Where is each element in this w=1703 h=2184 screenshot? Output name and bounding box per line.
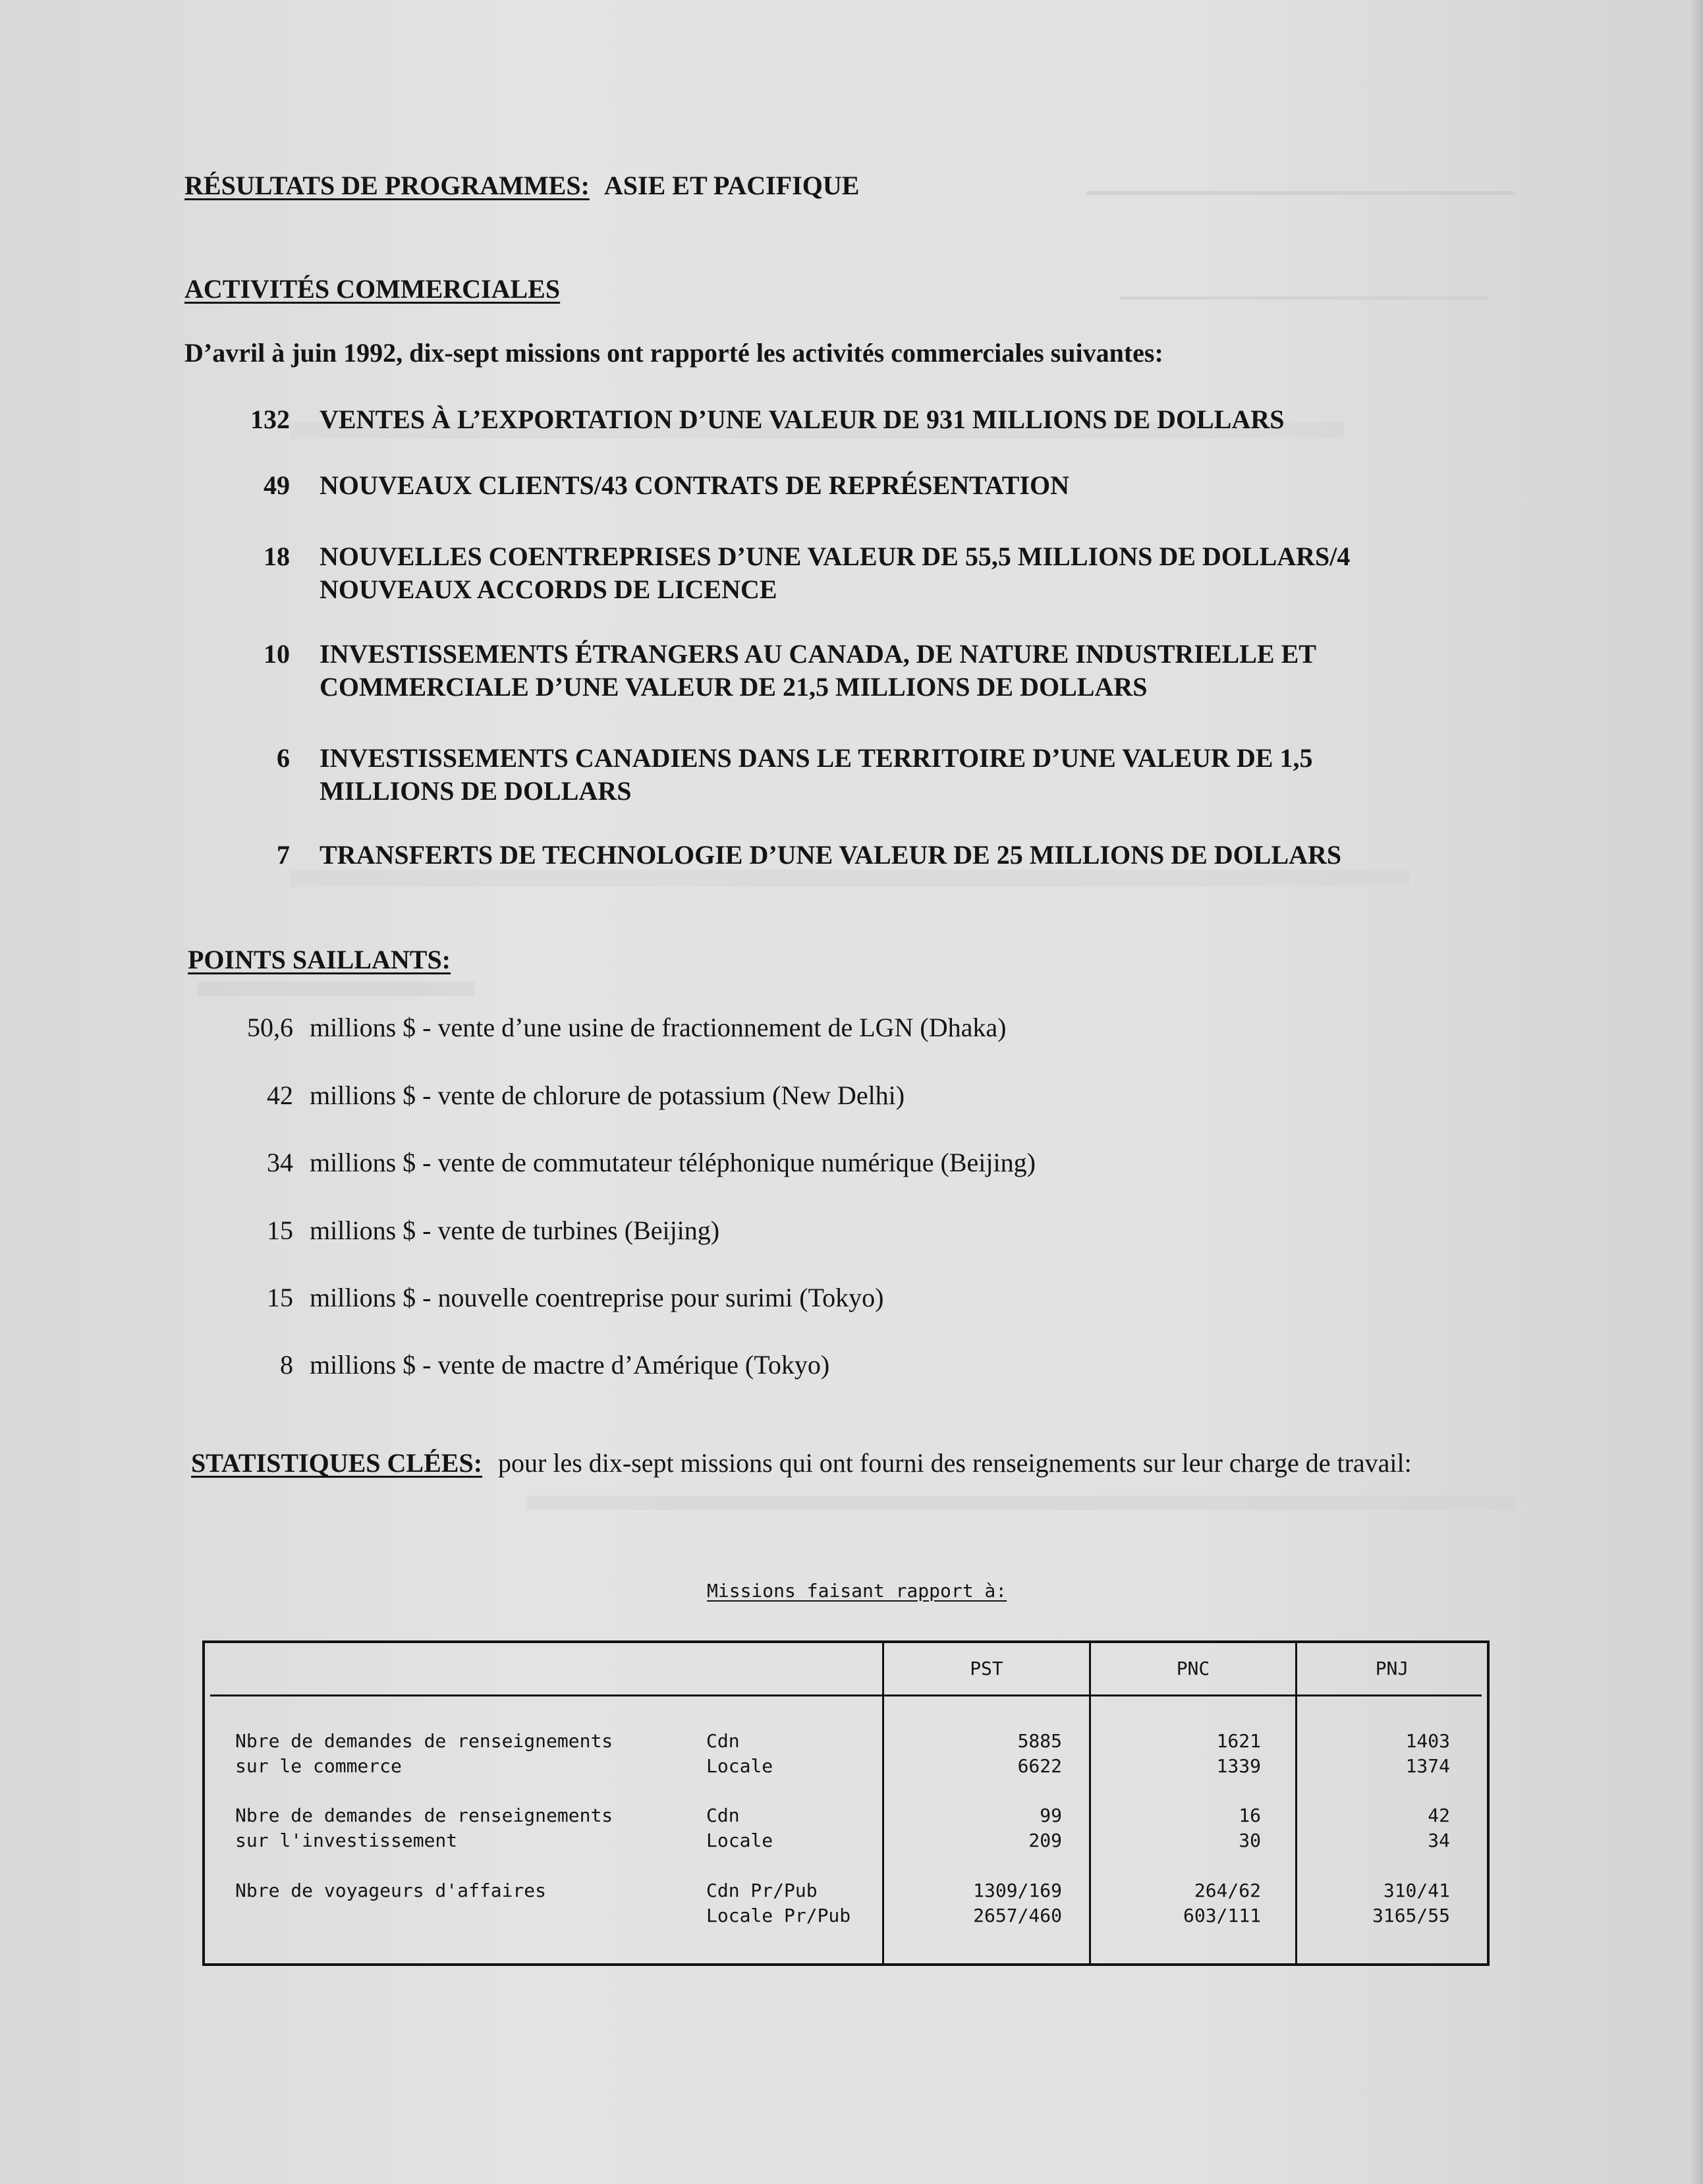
key-stats [191,1447,1489,1480]
highlight-amount: 34 [267,1148,293,1177]
activity-count: 7 [277,840,290,870]
highlight-amount: 15 [267,1283,293,1312]
activity-item [224,839,1430,872]
highlight-unit: millions $ [310,1283,416,1312]
show-through-line [1120,270,1489,300]
pst-value: 6622 [1017,1755,1062,1777]
activity-text: TRANSFERTS DE TECHNOLOGIE D’UNE VALEUR DE 25 MILLIONS DE DOLLARS [320,840,1342,870]
row-sublabel: Cdn [706,1805,740,1826]
pnc-value: 603/111 [1183,1905,1261,1926]
pnc-value: 264/62 [1194,1880,1261,1901]
highlight-item [217,1214,1403,1247]
highlight-text: - vente de commutateur téléphonique numérique (Beijing) [416,1148,1036,1177]
highlight-unit: millions $ [310,1013,416,1042]
show-through-line [1087,165,1515,195]
activity-count: 10 [264,639,290,669]
program-title-label: RÉSULTATS DE PROGRAMMES: [184,171,590,200]
program-title-region: ASIE ET PACIFIQUE [603,171,860,200]
pnj-value: 1403 [1405,1730,1450,1752]
row-label: sur le commerce [235,1755,402,1777]
pst-value: 5885 [1017,1730,1062,1752]
key-stats-label: STATISTIQUES CLÉES: [191,1448,483,1478]
activity-item [224,638,1430,704]
activity-count: 49 [264,470,290,500]
column-header-pnj: PNJ [1375,1658,1409,1679]
activity-text: NOUVEAUX CLIENTS/43 CONTRATS DE REPRÉSENTATION [320,470,1069,500]
pnj-value: 34 [1428,1830,1450,1851]
commercial-heading: ACTIVITÉS COMMERCIALES [184,274,561,304]
activity-item [224,540,1430,606]
column-header-pst: PST [970,1658,1003,1679]
row-label: Nbre de voyageurs d'affaires [235,1880,547,1901]
pnc-value: 1621 [1216,1730,1261,1752]
highlight-text: - vente de turbines (Beijing) [416,1216,720,1245]
activity-count: 18 [264,542,290,571]
activity-text: NOUVELLES COENTREPRISES D’UNE VALEUR DE 55,5 MILLIONS DE DOLLARS/4 NOUVEAUX ACCORDS DE LICENCE [320,542,1351,604]
activity-item [224,403,1430,436]
key-stats-text: pour les dix-sept missions qui ont fourni des renseignements sur leur charge de travail: [498,1448,1412,1478]
highlight-item [217,1011,1403,1044]
row-label: Nbre de demandes de renseignements [235,1730,613,1752]
row-sublabel: Cdn [706,1730,740,1752]
show-through-line [290,870,1410,887]
highlight-item [217,1349,1403,1382]
highlight-item [217,1146,1403,1179]
pst-value: 2657/460 [973,1905,1062,1926]
activity-item [224,469,1430,502]
pnc-value: 1339 [1216,1755,1261,1777]
highlight-amount: 15 [267,1216,293,1245]
program-title [184,170,859,201]
highlight-text: - nouvelle coentreprise pour surimi (Tokyo) [416,1283,884,1312]
highlight-unit: millions $ [310,1080,416,1110]
highlight-text: - vente d’une usine de fractionnement de LGN (Dhaka) [416,1013,1007,1042]
highlight-unit: millions $ [310,1350,416,1380]
activity-text: INVESTISSEMENTS CANADIENS DANS LE TERRITOIRE D’UNE VALEUR DE 1,5 MILLIONS DE DOLLARS [320,743,1313,806]
row-sublabel: Locale [706,1755,773,1777]
highlights-heading: POINTS SAILLANTS: [188,945,451,974]
page-edge-shadow [1689,0,1703,2184]
pst-value: 99 [1040,1805,1062,1826]
pst-value: 209 [1028,1830,1062,1851]
header-divider [210,1694,1482,1696]
row-sublabel: Locale [706,1830,773,1851]
pnj-value: 42 [1428,1805,1450,1826]
highlight-text: - vente de chlorure de potassium (New Delhi) [416,1080,905,1110]
highlight-unit: millions $ [310,1216,416,1245]
highlight-unit: millions $ [310,1148,416,1177]
column-header-pnc: PNC [1176,1658,1210,1679]
activity-count: 132 [250,405,290,434]
pnj-value: 3165/55 [1372,1905,1450,1926]
highlight-amount: 8 [280,1350,293,1380]
pnj-value: 1374 [1405,1755,1450,1777]
activity-count: 6 [277,743,290,773]
show-through-line [198,982,474,996]
row-sublabel: Cdn Pr/Pub [706,1880,818,1901]
pnc-value: 30 [1239,1830,1261,1851]
activity-text: INVESTISSEMENTS ÉTRANGERS AU CANADA, DE NATURE INDUSTRIELLE ET COMMERCIALE D’UNE VALEUR DE 21,5 MILLIONS DE DOLLARS [320,639,1316,702]
activity-item [224,742,1430,808]
table-title: Missions faisant rapport à: [707,1580,1007,1602]
highlight-amount: 50,6 [247,1013,293,1042]
pnj-value: 310/41 [1383,1880,1450,1901]
pst-value: 1309/169 [973,1880,1062,1901]
highlight-text: - vente de mactre d’Amérique (Tokyo) [416,1350,830,1380]
show-through-line [527,1496,1515,1510]
highlight-amount: 42 [267,1080,293,1110]
activity-text: VENTES À L’EXPORTATION D’UNE VALEUR DE 931 MILLIONS DE DOLLARS [320,405,1285,434]
row-sublabel: Locale Pr/Pub [706,1905,851,1926]
row-label: sur l'investissement [235,1830,458,1851]
highlight-item [217,1281,1403,1314]
row-label: Nbre de demandes de renseignements [235,1805,613,1826]
pnc-value: 16 [1239,1805,1261,1826]
highlight-item [217,1079,1403,1112]
workload-table [202,1640,1490,1966]
commercial-intro: D’avril à juin 1992, dix-sept missions ont rapporté les activités commerciales suivantes: [184,338,1163,368]
